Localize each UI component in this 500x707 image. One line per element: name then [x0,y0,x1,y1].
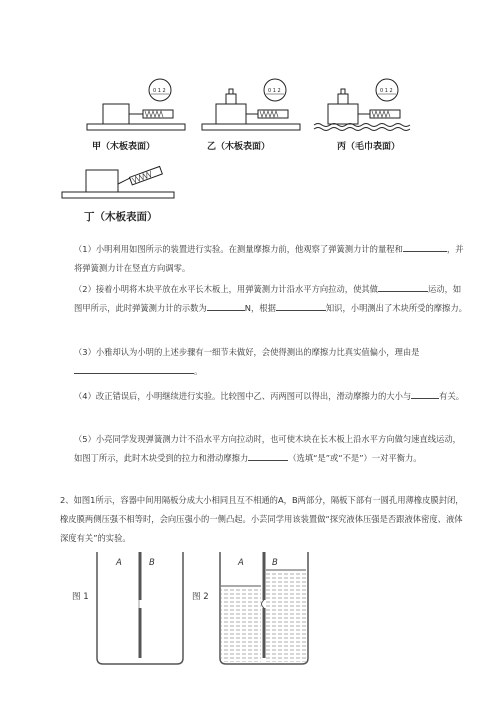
caption-ding: 丁（木板表面） [84,211,158,223]
q1-part-2: （2）接着小明将木块平放在水平长木板上，用弹簧测力计沿水平方向拉动，使其做 运动，如图甲所示，此时弹簧测力计的示数为 N，根据 知识，小明测出了木块所受的摩擦力。 [74,284,467,313]
caption-yi: 乙（木板表面） [207,142,271,152]
figure-yi [200,78,310,138]
label-b: B [149,558,155,568]
fig2-label: 图 2 [192,592,209,602]
answer-blank[interactable] [411,389,439,399]
label-a: A [238,558,244,568]
fig1-label: 图 1 [72,592,89,602]
svg-text:0 1 2: 0 1 2 [268,88,281,94]
q1-part-1: （1）小明利用如图所示的装置进行实验。在测量摩擦力前，他观察了弹簧测力计的量程和 ，并将弹簧测力计在竖直方向调零。 [74,244,464,273]
svg-text:0 1 2: 0 1 2 [380,88,393,94]
figure-bing [312,78,422,138]
answer-blank[interactable] [74,364,194,374]
svg-text:0 1 2: 0 1 2 [153,88,166,94]
figure-jia [85,78,195,138]
container-figure-2 [218,548,310,666]
caption-bing: 丙（毛巾表面） [337,142,401,152]
answer-blank[interactable] [207,301,245,311]
q1-part-4: （4）改正错误后，小明继续进行实验。比较图中乙、丙两图可以得出，滑动摩擦力的大小与 有关。 [74,391,465,401]
figure-ding [60,168,180,204]
q1-part-3: （3）小雅却认为小明的上述步骤有一细节未做好，会使得测出的摩擦力比真实值偏小，理由是。 [74,347,420,376]
q2-text: 2、如图1所示，容器中间用隔板分成大小相同且互不相通的A，B两部分，隔板下部有一圆孔用薄橡皮膜封闭，橡皮膜两侧压强不相等时，会向压强小的一侧凸起。小芸同学用该装置做“探究液体压强是否跟液体密度、液体深度有关”的实验。 [60,495,464,543]
answer-blank[interactable] [378,282,428,292]
answer-blank[interactable] [276,301,326,311]
container-figure-1 [95,548,185,666]
label-b: B [272,558,278,568]
answer-blank[interactable] [248,451,288,461]
caption-jia: 甲（木板表面） [92,142,156,152]
label-a: A [116,558,122,568]
answer-blank[interactable] [403,242,447,252]
q1-part-5: （5）小亮同学发现弹簧测力计不沿水平方向拉动时，也可使木块在长木板上沿水平方向做匀速直线运动，如图丁所示，此时木块受到的拉力和滑动摩擦力 （选填“是”或“不是”）一对平衡力。 [74,434,461,463]
